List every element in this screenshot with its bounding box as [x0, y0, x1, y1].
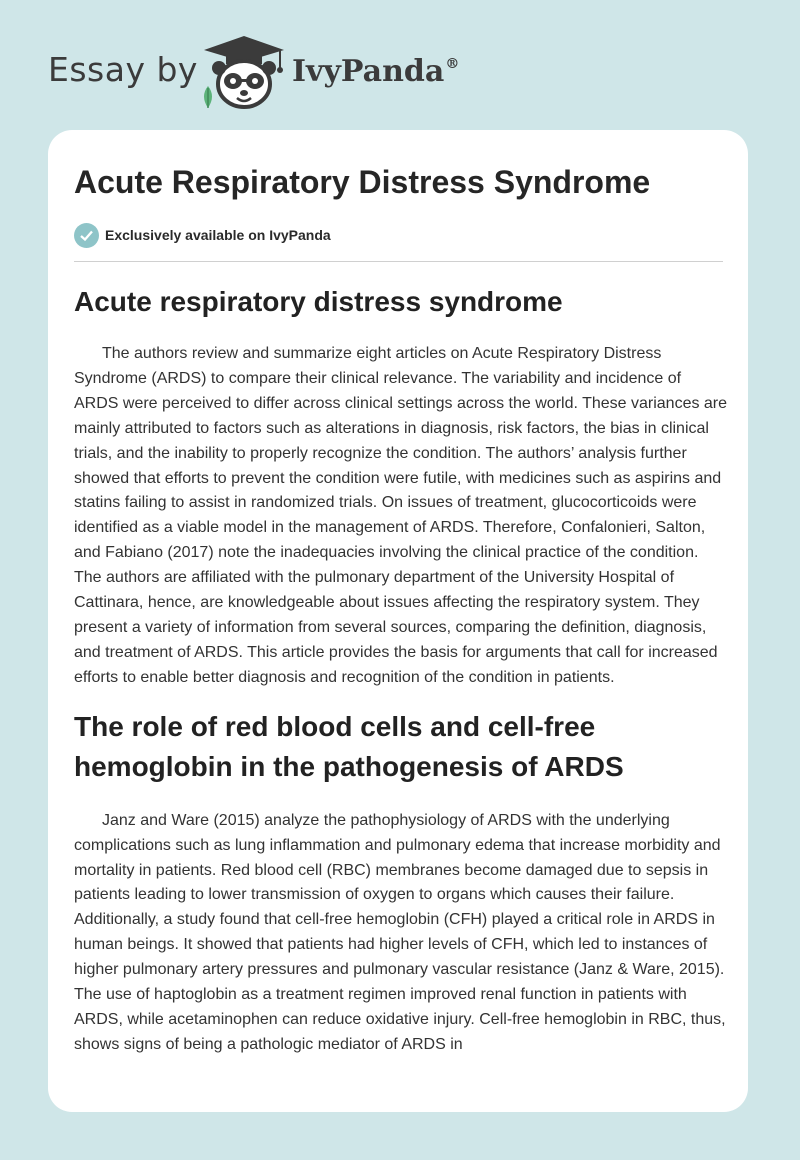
check-icon	[74, 223, 99, 248]
page-title: Acute Respiratory Distress Syndrome	[74, 164, 651, 200]
article-body	[74, 280, 729, 1058]
divider	[74, 261, 723, 262]
exclusive-badge	[74, 222, 331, 248]
section-paragraph: Janz and Ware (2015) analyze the pathophysiology of ARDS with the underlying complications such as lung inflammation and pulmonary edema that increase morbidity and mortality in patients. Red blood cell (RBC) membranes become damaged due to sepsis in patients leading to lower transmission of oxygen to organs which causes their failure. Additionally, a study found that cell-free hemoglobin (CFH) played a critical role in ARDS in human beings. It showed that patients had higher levels of CFH, which led to instances of higher pulmonary artery pressures and pulmonary vascular resistance (Janz & Ware, 2015). The use of haptoglobin as a treatment regimen improved renal function in patients with ARDS, while acetaminophen can reduce oxidative injury. Cell-free hemoglobin in RBC, thus, shows signs of being a pathologic mediator of ARDS in	[74, 811, 726, 1053]
essay-card	[48, 130, 748, 1112]
section-heading: The role of red blood cells and cell-free hemoglobin in the pathogenesis of ARDS	[74, 710, 624, 782]
exclusive-label: Exclusively available on IvyPanda	[105, 227, 331, 243]
site-header	[0, 0, 800, 130]
panda-logo-icon[interactable]	[200, 30, 290, 110]
brand-name[interactable]: IvyPanda®	[292, 54, 460, 89]
essay-by-label: Essay by	[48, 50, 198, 89]
section-paragraph: The authors review and summarize eight articles on Acute Respiratory Distress Syndrome (ARDS) to compare their clinical relevance. The variability and incidence of ARDS were perceived to differ across clinical settings across the world. These variances are mainly attributed to factors such as alterations in diagnosis, risk factors, the bias in clinical trials, and the inability to properly recognize the condition. The authors’ analysis further showed that efforts to prevent the condition were futile, with medicines such as aspirins and statins failing to assist in randomized trials. On issues of treatment, glucocorticoids were identified as a viable model in the management of ARDS. Therefore, Confalonieri, Salton, and Fabiano (2017) note the inadequacies involving the clinical practice of the condition. The authors are affiliated with the pulmonary department of the University Hospital of Cattinara, hence, are knowledgeable about issues affecting the respiratory system. They present a variety of information from several sources, comparing the definition, diagnosis, and treatment of ARDS. This article provides the basis for arguments that call for increased efforts to enable better diagnosis and recognition of the condition in patients.	[74, 345, 728, 686]
section-heading: Acute respiratory distress syndrome	[74, 286, 563, 317]
